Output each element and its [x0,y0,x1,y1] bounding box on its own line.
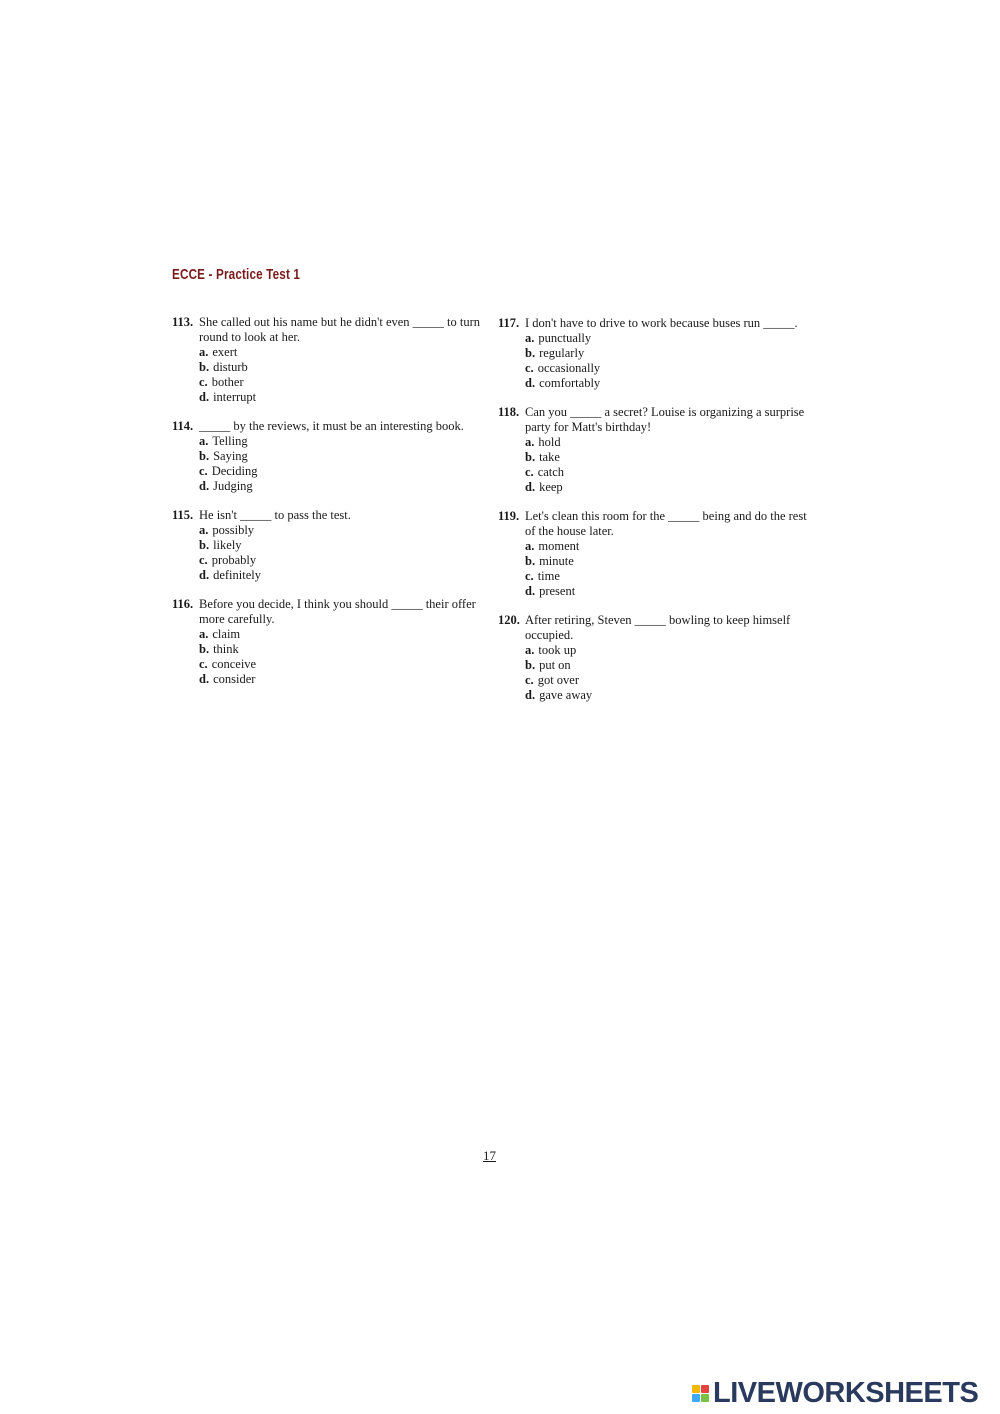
liveworksheets-logo-icon [692,1385,709,1402]
option-letter: b. [525,658,536,672]
answer-option[interactable] [199,479,482,494]
page-number: 17 [483,1148,496,1163]
answer-options [172,523,482,583]
logo-square [701,1394,709,1402]
question-stem [172,508,482,523]
question-text: After retiring, Steven _____ bowling to keep himself occupied. [525,613,791,642]
question-number: 116. [172,597,194,611]
option-letter: d. [199,390,210,404]
answer-option[interactable] [525,658,814,673]
option-letter: b. [199,538,210,552]
option-text: exert [212,345,238,359]
option-text: keep [539,480,563,494]
question-stem [498,613,814,643]
option-text: consider [213,672,256,686]
question-stem [498,405,814,435]
option-text: minute [539,554,574,568]
question-number: 115. [172,508,194,522]
option-text: likely [213,538,242,552]
answer-option[interactable] [525,569,814,584]
question-text: _____ by the reviews, it must be an interesting book. [199,419,464,433]
answer-options [498,331,814,391]
question-117 [498,316,814,391]
option-text: definitely [213,568,261,582]
answer-option[interactable] [199,568,482,583]
question-116 [172,597,482,687]
option-letter: a. [525,331,535,345]
answer-option[interactable] [525,346,814,361]
answer-option[interactable] [199,449,482,464]
question-115 [172,508,482,583]
option-text: comfortably [539,376,601,390]
question-number: 120. [498,613,520,627]
question-stem [498,316,814,331]
question-113 [172,315,482,405]
answer-option[interactable] [525,673,814,688]
option-letter: d. [525,376,536,390]
question-text: She called out his name but he didn't even _____ to turn round to look at her. [199,315,481,344]
answer-options [498,539,814,599]
question-stem [172,315,482,345]
question-number: 118. [498,405,520,419]
option-text: present [539,584,576,598]
answer-option[interactable] [199,553,482,568]
option-text: hold [538,435,561,449]
option-text: probably [211,553,257,567]
option-letter: d. [199,479,210,493]
answer-option[interactable] [525,361,814,376]
option-letter: a. [525,643,535,657]
answer-option[interactable] [525,435,814,450]
answer-options [498,643,814,703]
answer-option[interactable] [199,390,482,405]
option-text: Judging [213,479,253,493]
option-letter: a. [525,435,535,449]
option-text: occasionally [537,361,601,375]
question-column-right [498,316,814,703]
answer-option[interactable] [525,643,814,658]
answer-option[interactable] [525,480,814,495]
answer-options [172,434,482,494]
option-letter: b. [525,450,536,464]
option-letter: a. [199,523,209,537]
question-stem [172,419,482,434]
option-letter: c. [199,553,208,567]
option-letter: b. [199,642,210,656]
question-column-left [172,315,482,687]
option-text: gave away [539,688,593,702]
question-number: 119. [498,509,520,523]
option-text: punctually [538,331,592,345]
option-letter: b. [199,360,210,374]
option-letter: c. [525,465,534,479]
option-letter: a. [199,434,209,448]
option-letter: c. [199,375,208,389]
option-letter: b. [525,554,536,568]
option-letter: c. [199,657,208,671]
option-letter: d. [525,480,536,494]
brand-text: LIVEWORKSHEETS [713,1376,979,1409]
question-text: Can you _____ a secret? Louise is organizing a surprise party for Matt's birthday! [525,405,805,434]
answer-options [172,345,482,405]
option-letter: b. [525,346,536,360]
option-text: took up [538,643,577,657]
option-text: Telling [212,434,248,448]
option-letter: c. [199,464,208,478]
option-text: conceive [211,657,257,671]
option-text: claim [212,627,241,641]
answer-option[interactable] [199,464,482,479]
option-letter: a. [525,539,535,553]
option-text: regularly [539,346,585,360]
option-letter: d. [199,672,210,686]
option-letter: a. [199,345,209,359]
option-text: Saying [213,449,248,463]
answer-option[interactable] [525,465,814,480]
answer-option[interactable] [199,672,482,687]
option-text: moment [538,539,580,553]
question-number: 113. [172,315,194,329]
question-stem [498,509,814,539]
answer-option[interactable] [199,523,482,538]
answer-option[interactable] [199,538,482,553]
page-header-title: ECCE - Practice Test 1 [172,266,301,283]
option-letter: b. [199,449,210,463]
option-text: time [537,569,560,583]
question-text: I don't have to drive to work because buses run _____. [525,316,798,330]
option-text: take [539,450,560,464]
option-text: got over [537,673,579,687]
answer-option[interactable] [199,627,482,642]
question-number: 117. [498,316,520,330]
liveworksheets-brand[interactable] [692,1376,978,1410]
question-120 [498,613,814,703]
option-text: put on [539,658,571,672]
question-number: 114. [172,419,194,433]
option-text: catch [537,465,565,479]
answer-options [172,627,482,687]
answer-option[interactable] [199,360,482,375]
option-text: Deciding [211,464,258,478]
logo-square [692,1385,700,1393]
option-text: possibly [212,523,255,537]
answer-option[interactable] [525,554,814,569]
question-text: He isn't _____ to pass the test. [199,508,351,522]
answer-option[interactable] [199,657,482,672]
question-stem [172,597,482,627]
answer-option[interactable] [525,584,814,599]
option-letter: c. [525,673,534,687]
question-text: Before you decide, I think you should _____ their offer more carefully. [199,597,476,626]
answer-option[interactable] [199,642,482,657]
answer-option[interactable] [525,450,814,465]
option-text: disturb [213,360,248,374]
option-letter: c. [525,569,534,583]
question-text: Let's clean this room for the _____ being and do the rest of the house later. [525,509,807,538]
option-letter: c. [525,361,534,375]
logo-square [692,1394,700,1402]
question-118 [498,405,814,495]
answer-option[interactable] [525,539,814,554]
answer-option[interactable] [199,345,482,360]
answer-option[interactable] [199,375,482,390]
answer-option[interactable] [525,376,814,391]
question-114 [172,419,482,494]
option-letter: a. [199,627,209,641]
option-text: interrupt [213,390,257,404]
option-letter: d. [199,568,210,582]
option-text: think [213,642,239,656]
answer-option[interactable] [525,688,814,703]
answer-option[interactable] [525,331,814,346]
answer-option[interactable] [199,434,482,449]
option-letter: d. [525,688,536,702]
option-letter: d. [525,584,536,598]
logo-square [701,1385,709,1393]
answer-options [498,435,814,495]
option-text: bother [211,375,244,389]
question-119 [498,509,814,599]
